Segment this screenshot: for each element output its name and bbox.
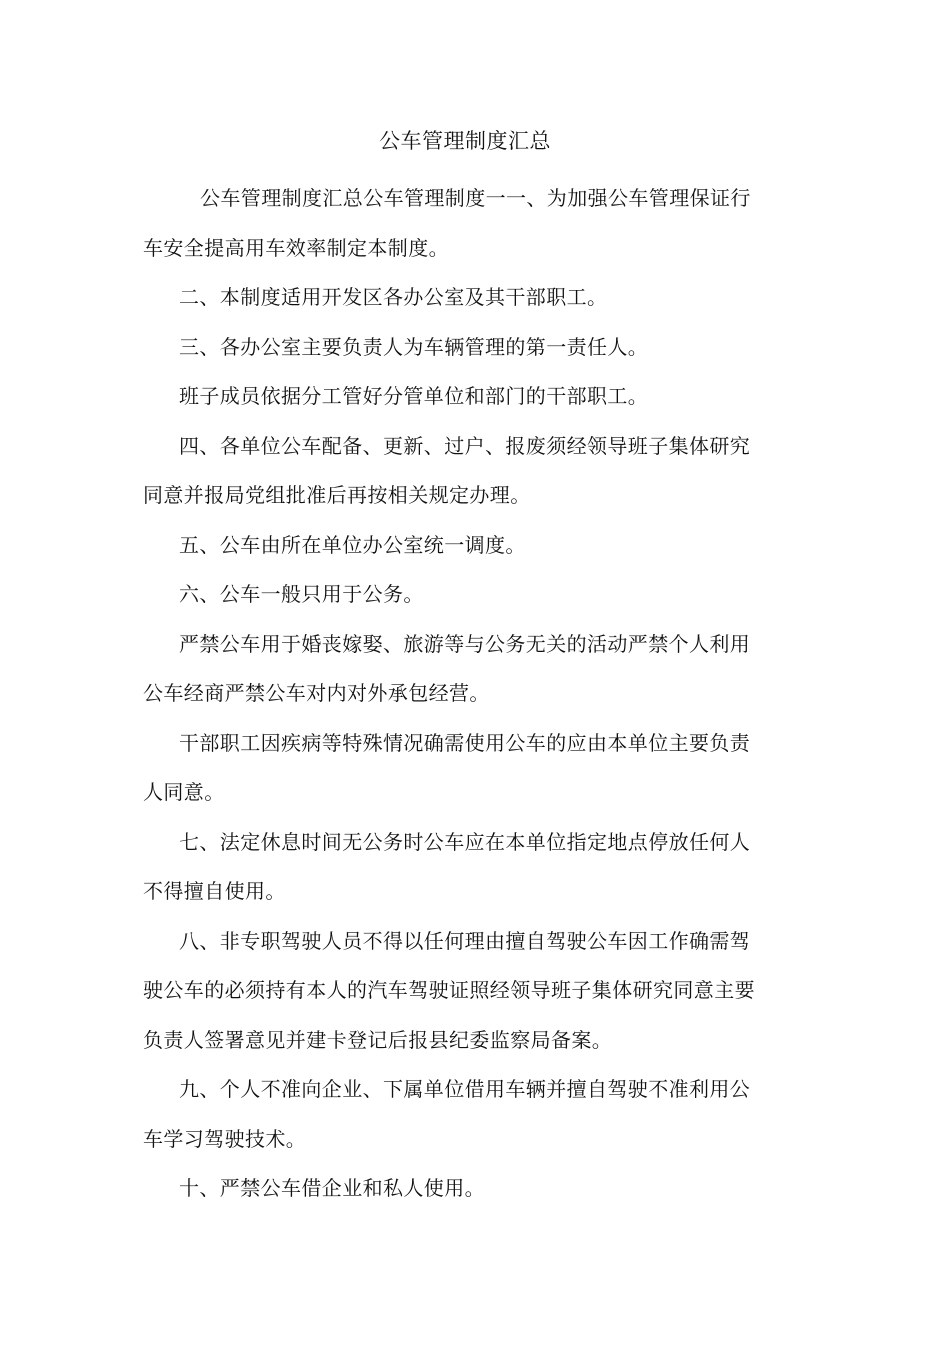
paragraph-5: 五、公车由所在单位办公室统一调度。 — [179, 532, 526, 557]
paragraph-6-prohibition: 严禁公车用于婚丧嫁娶、旅游等与公务无关的活动严禁个人利用公车经商严禁公车对内对外承包经营。 — [143, 631, 751, 705]
document-body — [143, 174, 767, 1214]
paragraph-9: 九、个人不准向企业、下属单位借用车辆并擅自驾驶不准利用公车学习驾驶技术。 — [143, 1077, 751, 1151]
document-title: 公车管理制度汇总 — [379, 129, 551, 153]
paragraph-3-note: 班子成员依据分工管好分管单位和部门的干部职工。 — [179, 384, 649, 408]
paragraph-intro: 公车管理制度汇总公车管理制度一一、为加强公车管理保证行车安全提高用车效率制定本制度。 — [143, 186, 751, 260]
paragraph-4: 四、各单位公车配备、更新、过户、报废须经领导班子集体研究同意并报局党组批准后再按相关规定办理。 — [143, 433, 751, 507]
paragraph-2: 二、本制度适用开发区各办公室及其干部职工。 — [179, 285, 608, 309]
paragraph-6-exception: 干部职工因疾病等特殊情况确需使用公车的应由本单位主要负责人同意。 — [143, 730, 751, 804]
paragraph-8: 八、非专职驾驶人员不得以任何理由擅自驾驶公车因工作确需驾驶公车的必须持有本人的汽车驾驶证照经领导班子集体研究同意主要负责人签署意见并建卡登记后报县纪委监察局备案。 — [143, 928, 755, 1052]
paragraph-10: 十、严禁公车借企业和私人使用。 — [179, 1176, 485, 1200]
paragraph-7: 七、法定休息时间无公务时公车应在本单位指定地点停放任何人不得擅自使用。 — [143, 829, 751, 903]
paragraph-3: 三、各办公室主要负责人为车辆管理的第一责任人。 — [179, 334, 649, 359]
paragraph-6: 六、公车一般只用于公务。 — [179, 582, 424, 606]
